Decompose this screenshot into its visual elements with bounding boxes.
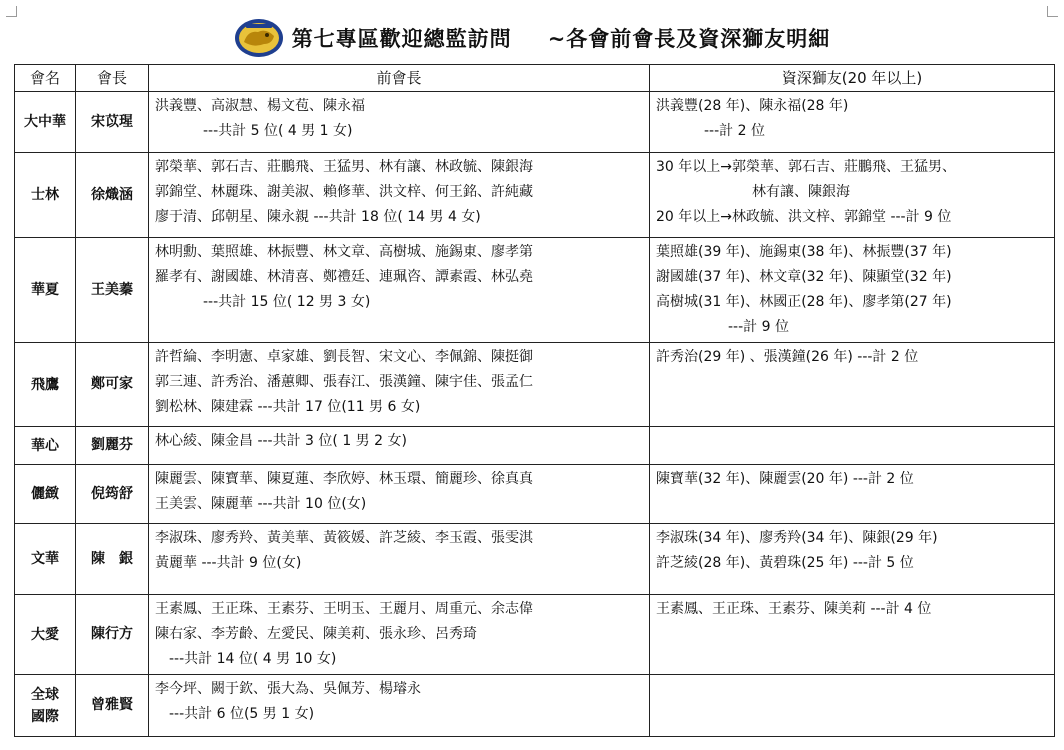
- president-cell: 徐熾涵: [76, 153, 149, 238]
- club-name-cell: 華夏: [15, 238, 76, 343]
- past-line: 王素鳳、王正珠、王素芬、王明玉、王麗月、周重元、余志偉: [155, 601, 533, 617]
- past-line: 劉松林、陳建霖 ---共計 17 位(11 男 6 女): [155, 399, 421, 415]
- club-name-cell: 文華: [15, 524, 76, 595]
- club-name-cell: 飛鷹: [15, 343, 76, 427]
- club-name-cell: 士林: [15, 153, 76, 238]
- president-cell: 曾雅賢: [76, 675, 149, 737]
- senior-members-cell: [650, 465, 1055, 524]
- past-line: 郭榮華、郭石吉、莊鵬飛、王猛男、林有讓、林政毓、陳銀海: [155, 159, 533, 175]
- document-header: [0, 14, 1064, 62]
- lions-club-logo-icon: [234, 18, 284, 58]
- senior-total: ---計 2 位: [704, 123, 765, 139]
- club-name-cell: 華心: [15, 427, 76, 465]
- club-table: [14, 64, 1055, 737]
- senior-line: 30 年以上→郭榮華、郭石吉、莊鵬飛、王猛男、: [656, 159, 956, 175]
- past-line: 陳右家、李芳齡、左愛民、陳美莉、張永珍、呂秀琦: [155, 626, 477, 642]
- senior-line: 許秀治(29 年) 、張漢鐘(26 年) ---計 2 位: [656, 349, 919, 365]
- past-presidents-cell: [149, 524, 650, 595]
- table-row: [15, 153, 1055, 238]
- senior-line: 許芝綾(28 年)、黃碧珠(25 年) ---計 5 位: [656, 555, 914, 571]
- table-row: [15, 427, 1055, 465]
- senior-members-cell: [650, 675, 1055, 737]
- past-line: 王美雲、陳麗華 ---共計 10 位(女): [155, 496, 367, 512]
- table-row: [15, 343, 1055, 427]
- senior-line: 謝國雄(37 年)、林文章(32 年)、陳顯堂(32 年): [656, 269, 952, 285]
- page-title: [292, 23, 831, 53]
- past-presidents-cell: [149, 238, 650, 343]
- column-header-past-presidents: 前會長: [149, 65, 650, 92]
- senior-members-cell: [650, 343, 1055, 427]
- past-line: 陳麗雲、陳寶華、陳夏蓮、李欣婷、林玉環、簡麗珍、徐真真: [155, 471, 533, 487]
- past-presidents-cell: [149, 595, 650, 675]
- table-header-row: [15, 65, 1055, 92]
- title-main: 第七專區歡迎總監訪問: [291, 26, 512, 51]
- senior-line: 高樹城(31 年)、林國正(28 年)、廖孝第(27 年): [656, 294, 952, 310]
- senior-line: 洪義豐(28 年)、陳永福(28 年): [656, 98, 849, 114]
- senior-members-cell: [650, 238, 1055, 343]
- president-cell: 劉麗芬: [76, 427, 149, 465]
- past-total: ---共計 15 位( 12 男 3 女): [203, 294, 371, 310]
- column-header-club: 會名: [15, 65, 76, 92]
- senior-members-cell: [650, 595, 1055, 675]
- president-cell: 陳行方: [76, 595, 149, 675]
- president-cell: 王美蓁: [76, 238, 149, 343]
- past-line: 廖于清、邱朝星、陳永親 ---共計 18 位( 14 男 4 女): [155, 209, 481, 225]
- table-row: [15, 675, 1055, 737]
- senior-members-cell: [650, 153, 1055, 238]
- senior-members-cell: [650, 92, 1055, 153]
- past-total: ---共計 14 位( 4 男 10 女): [169, 651, 337, 667]
- past-line: 郭三連、許秀治、潘蕙卿、張春江、張漢鐘、陳宇佳、張孟仁: [155, 374, 533, 390]
- president-cell: 宋苡瑆: [76, 92, 149, 153]
- senior-line: 葉照雄(39 年)、施錫東(38 年)、林振豐(37 年): [656, 244, 952, 260]
- past-line: 李淑珠、廖秀羚、黃美華、黃筱媛、許芝綾、李玉霞、張雯淇: [155, 530, 533, 546]
- president-cell: 鄭可家: [76, 343, 149, 427]
- senior-line: 王素鳳、王正珠、王素芬、陳美莉 ---計 4 位: [656, 601, 932, 617]
- table-row: [15, 92, 1055, 153]
- senior-line: 李淑珠(34 年)、廖秀羚(34 年)、陳銀(29 年): [656, 530, 938, 546]
- senior-members-cell: [650, 427, 1055, 465]
- past-total: ---共計 6 位(5 男 1 女): [169, 706, 315, 722]
- president-cell: 倪筠舒: [76, 465, 149, 524]
- club-name-cell: 大中華: [15, 92, 76, 153]
- past-line: 黃麗華 ---共計 9 位(女): [155, 555, 302, 571]
- senior-total: ---計 9 位: [728, 319, 789, 335]
- past-presidents-cell: [149, 343, 650, 427]
- senior-line: 陳寶華(32 年)、陳麗雲(20 年) ---計 2 位: [656, 471, 914, 487]
- table-row: [15, 465, 1055, 524]
- past-line: 許哲綸、李明憲、卓家雄、劉長智、宋文心、李佩錦、陳挺御: [155, 349, 533, 365]
- past-line: 李今坪、闕于欽、張大為、吳佩芳、楊璿永: [155, 681, 421, 697]
- senior-members-cell: [650, 524, 1055, 595]
- senior-line: 20 年以上→林政毓、洪文梓、郭錦堂 ---計 9 位: [656, 209, 952, 225]
- table-row: [15, 524, 1055, 595]
- past-presidents-cell: [149, 675, 650, 737]
- president-cell: 陳 銀: [76, 524, 149, 595]
- past-line: 洪義豐、高淑慧、楊文苞、陳永福: [155, 98, 365, 114]
- club-name-cell: 全球 國際: [15, 675, 76, 737]
- past-presidents-cell: [149, 92, 650, 153]
- club-name-cell: 大愛: [15, 595, 76, 675]
- column-header-senior-members: 資深獅友(20 年以上): [650, 65, 1055, 92]
- past-total: ---共計 5 位( 4 男 1 女): [203, 123, 353, 139]
- club-name-cell: 儷緻: [15, 465, 76, 524]
- past-line: 林明勳、葉照雄、林振豐、林文章、高樹城、施錫東、廖孝第: [155, 244, 533, 260]
- table-row: [15, 238, 1055, 343]
- past-line: 羅孝有、謝國雄、林清喜、鄭禮廷、連珮咨、譚素霞、林弘堯: [155, 269, 533, 285]
- past-presidents-cell: [149, 153, 650, 238]
- column-header-president: 會長: [76, 65, 149, 92]
- past-presidents-cell: [149, 427, 650, 465]
- past-line: 郭錦堂、林麗珠、謝美淑、賴修華、洪文梓、何王銘、許純藏: [155, 184, 533, 200]
- senior-line: 林有讓、陳銀海: [752, 184, 850, 200]
- title-sub: ~各會前會長及資深獅友明細: [547, 26, 831, 51]
- past-presidents-cell: [149, 465, 650, 524]
- past-line: 林心綾、陳金昌 ---共計 3 位( 1 男 2 女): [155, 433, 407, 449]
- table-row: [15, 595, 1055, 675]
